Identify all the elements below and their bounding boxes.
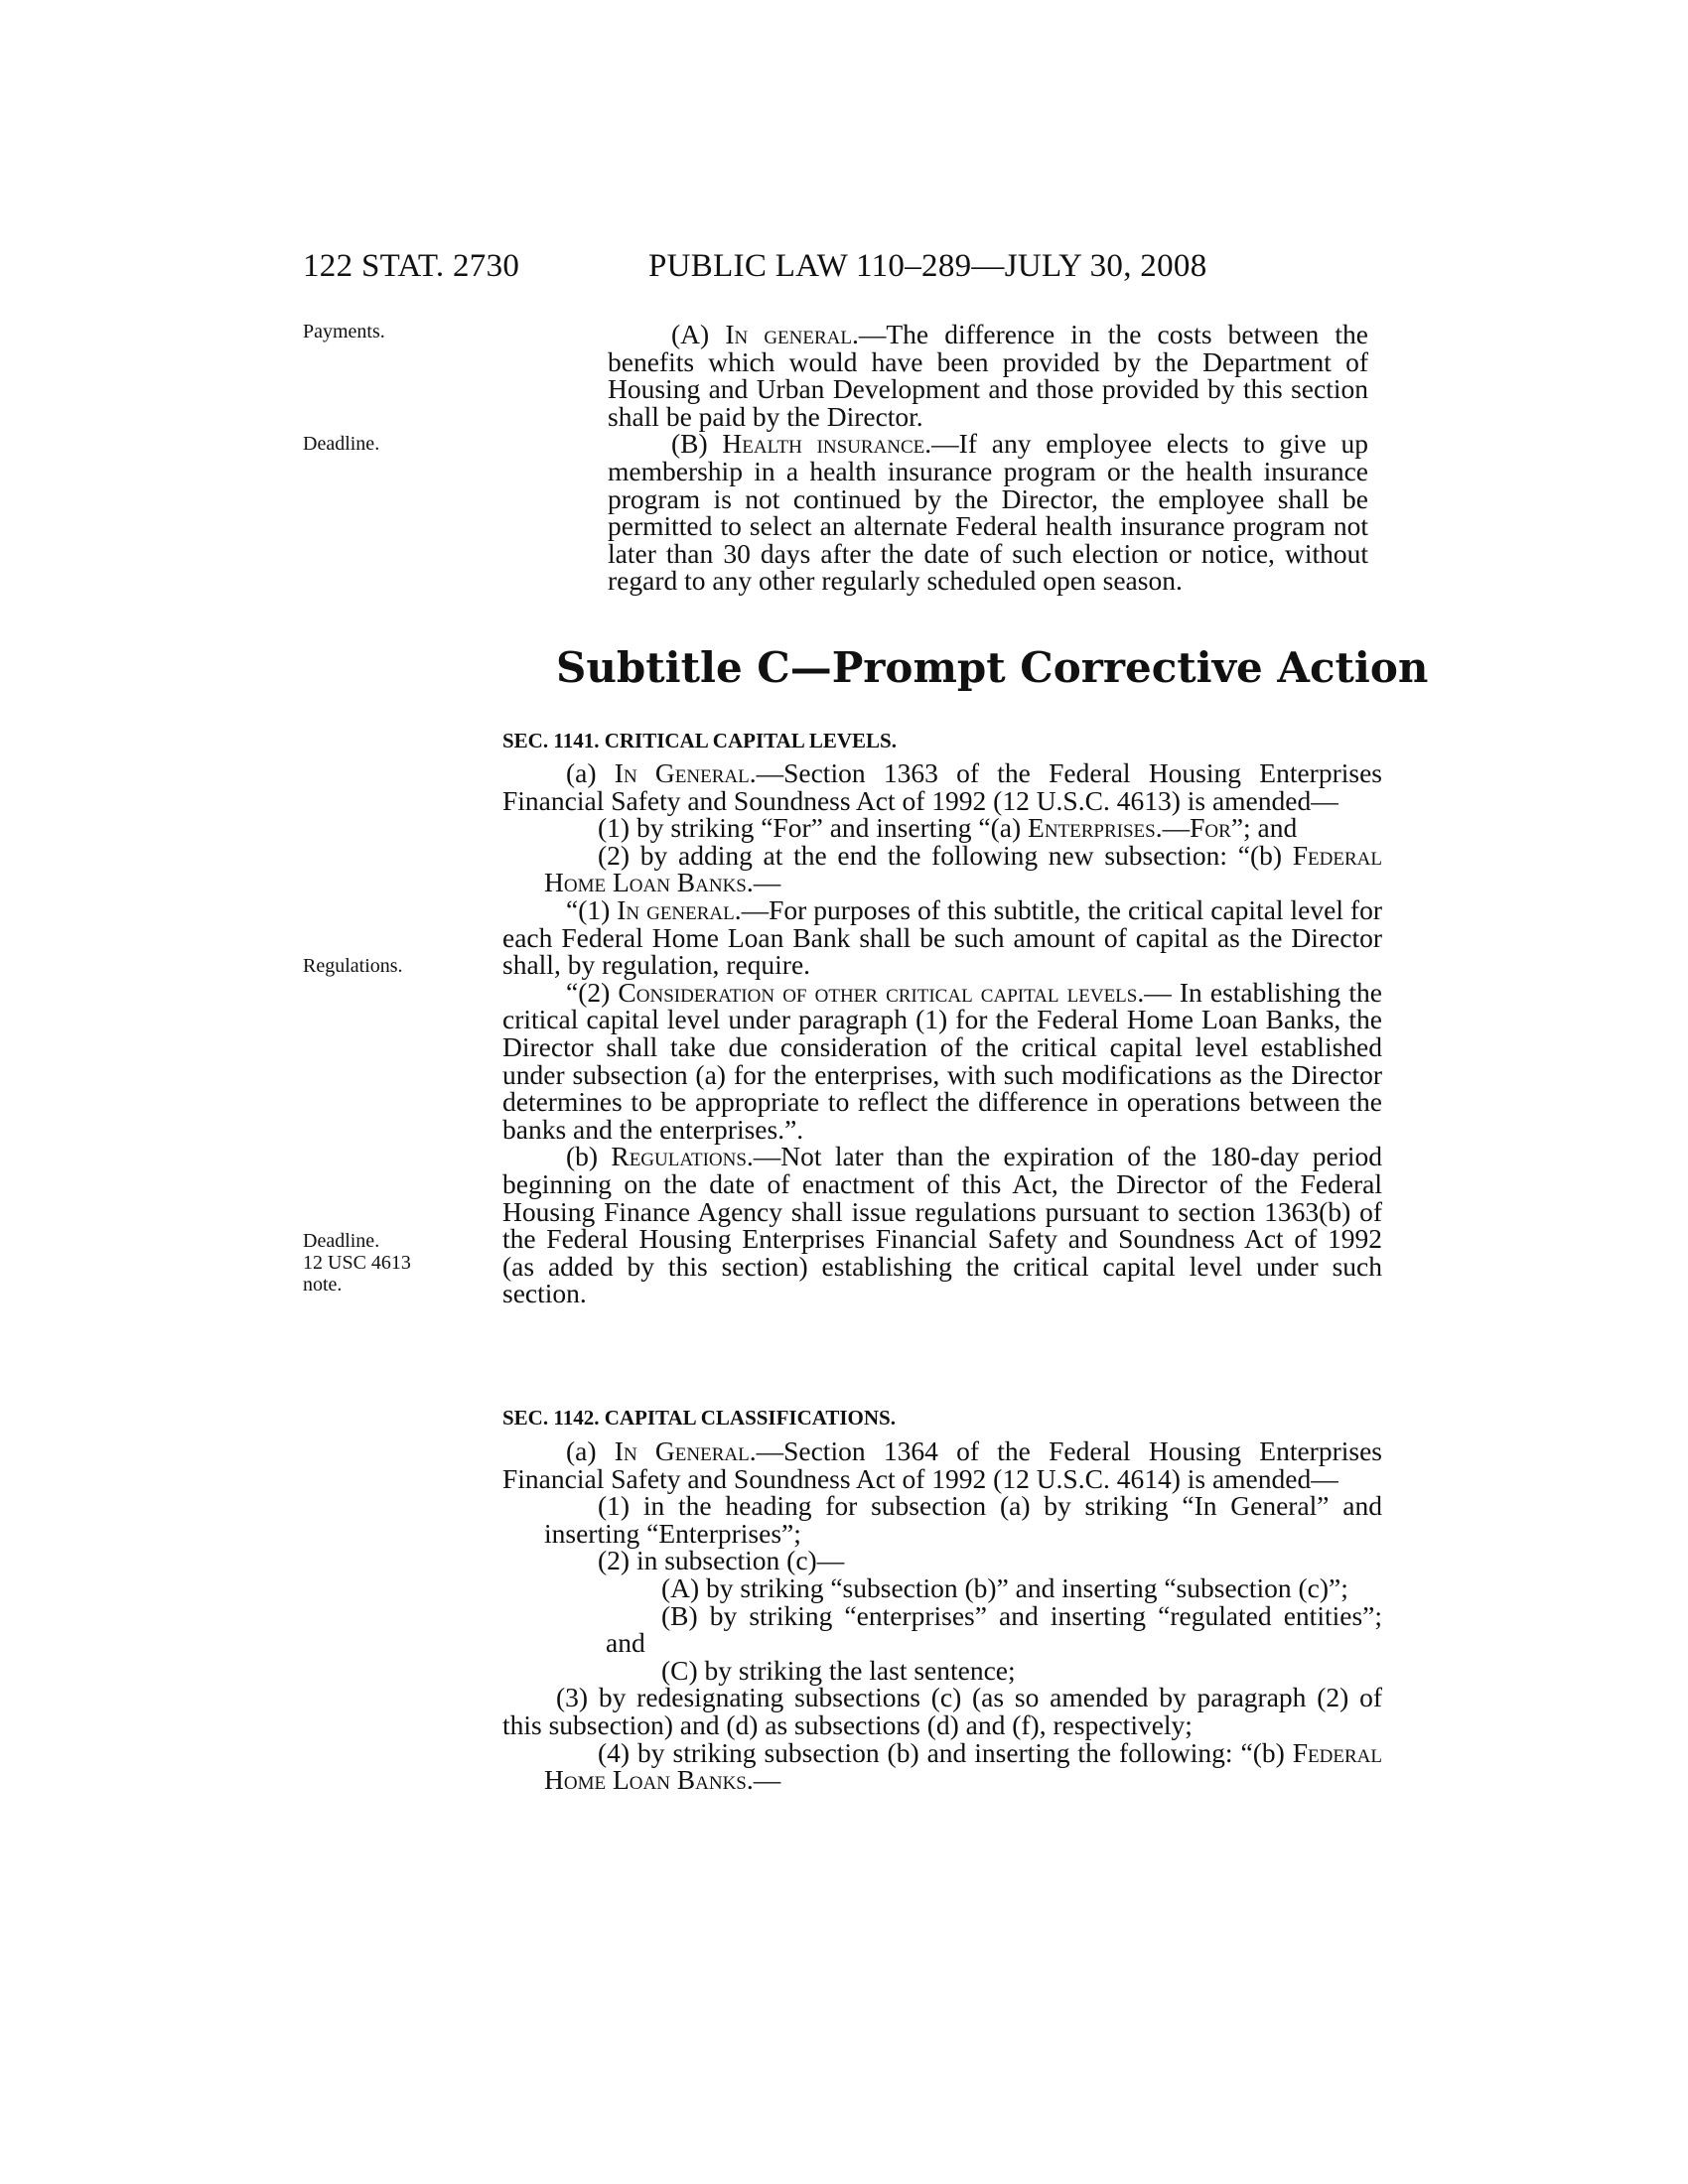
sec1142-item-B: (B) by striking “enterprises” and inserting “regulated entities”; and [606, 1599, 1382, 1659]
margin-note-regulations: Regulations. [303, 955, 403, 977]
sec1141-paragraph-2: (2) by adding at the end the following new subsection: “(b) Federal Home Loan Banks.— [544, 839, 1382, 898]
paragraph-B: (B) Health insurance.—If any employee elects to give up membership in a health insurance program or the health insurance program is not continued by the Director, the employee shall be permitted to select an alternate Federal health insurance program not later than 30 days after the date of such election or notice, without regard to any other regularly scheduled open season. [608, 428, 1368, 597]
sec1142-item-1: (1) in the heading for subsection (a) by striking “In General” and inserting “Enterprises”; [544, 1490, 1382, 1549]
sec1142-item-A: (A) by striking “subsection (b)” and inserting “subsection (c)”; [661, 1571, 1348, 1603]
margin-note-payments: Payments. [303, 321, 385, 342]
section-1142-heading: SEC. 1142. CAPITAL CLASSIFICATIONS. [502, 1406, 896, 1430]
margin-note-deadline-label: Deadline. [303, 1230, 380, 1252]
margin-note-deadline-2 [303, 1230, 411, 1296]
sec1141-subsection-b: (b) Regulations.—Not later than the expiration of the 180-day period beginning on the date of enactment of this Act, the Director of the Federal Housing Finance Agency shall issue regulations pursuant to section 1363(b) of the Federal Housing Enterprises Financial Safety and Soundness Act of 1992 (as added by this section) establishing the critical capital level under such section. [502, 1141, 1382, 1309]
subtitle-heading: Subtitle C—Prompt Corrective Action [556, 643, 1429, 692]
sec1142-subsection-a: (a) In General.—Section 1364 of the Federal Housing Enterprises Financial Safety and Soundness Act of 1992 (12 U.S.C. 4614) is amended— [502, 1435, 1382, 1494]
section-1141-heading: SEC. 1141. CRITICAL CAPITAL LEVELS. [502, 729, 897, 752]
section-1141-body [502, 759, 1382, 1307]
margin-note-usc: 12 USC 4613 [303, 1252, 411, 1274]
sec1141-paragraph-1: (1) by striking “For” and inserting “(a) Enterprises.—For”; and [598, 812, 1298, 844]
margin-note-note: note. [303, 1274, 343, 1296]
sec1142-item-2: (2) in subsection (c)— [598, 1545, 845, 1576]
sec1141-quoted-1: “(1) In general.—For purposes of this subtitle, the critical capital level for each Federal Home Loan Bank shall be such amount of capital as the Director shall, by regulation, require. [502, 893, 1382, 981]
page-header-title: PUBLIC LAW 110–289—JULY 30, 2008 [648, 248, 1207, 284]
sec1141-quoted-2: “(2) Consideration of other critical capital levels.— In establishing the critical capital level under paragraph (1) for the Federal Home Loan Banks, the Director shall take due consideration of the critical capital level established under subsection (a) for the enterprises, with such modifications as the Director determines to be appropriate to reflect the difference in operations between the banks and the enterprises.”. [502, 976, 1382, 1145]
sec1142-item-4: (4) by striking subsection (b) and inserting the following: “(b) Federal Home Loan Banks.— [544, 1736, 1382, 1796]
sec1142-item-C: (C) by striking the last sentence; [661, 1654, 1016, 1686]
paragraph-A: (A) In general.—The difference in the costs between the benefits which would have been provided by the Department of Housing and Urban Development and those provided by this section shall be paid by the Director. [608, 319, 1368, 432]
page-stat-reference: 122 STAT. 2730 [303, 248, 520, 284]
margin-note-deadline: Deadline. [303, 433, 380, 455]
sec1141-subsection-a: (a) In General.—Section 1363 of the Federal Housing Enterprises Financial Safety and Soundness Act of 1992 (12 U.S.C. 4613) is amended— [502, 757, 1382, 816]
sec1142-item-3: (3) by redesignating subsections (c) (as so amended by paragraph (2) of this subsection) and (d) as subsections (d) and (f), respectively; [502, 1682, 1382, 1740]
continuation-block [608, 321, 1368, 595]
section-1142-body [502, 1437, 1382, 1794]
